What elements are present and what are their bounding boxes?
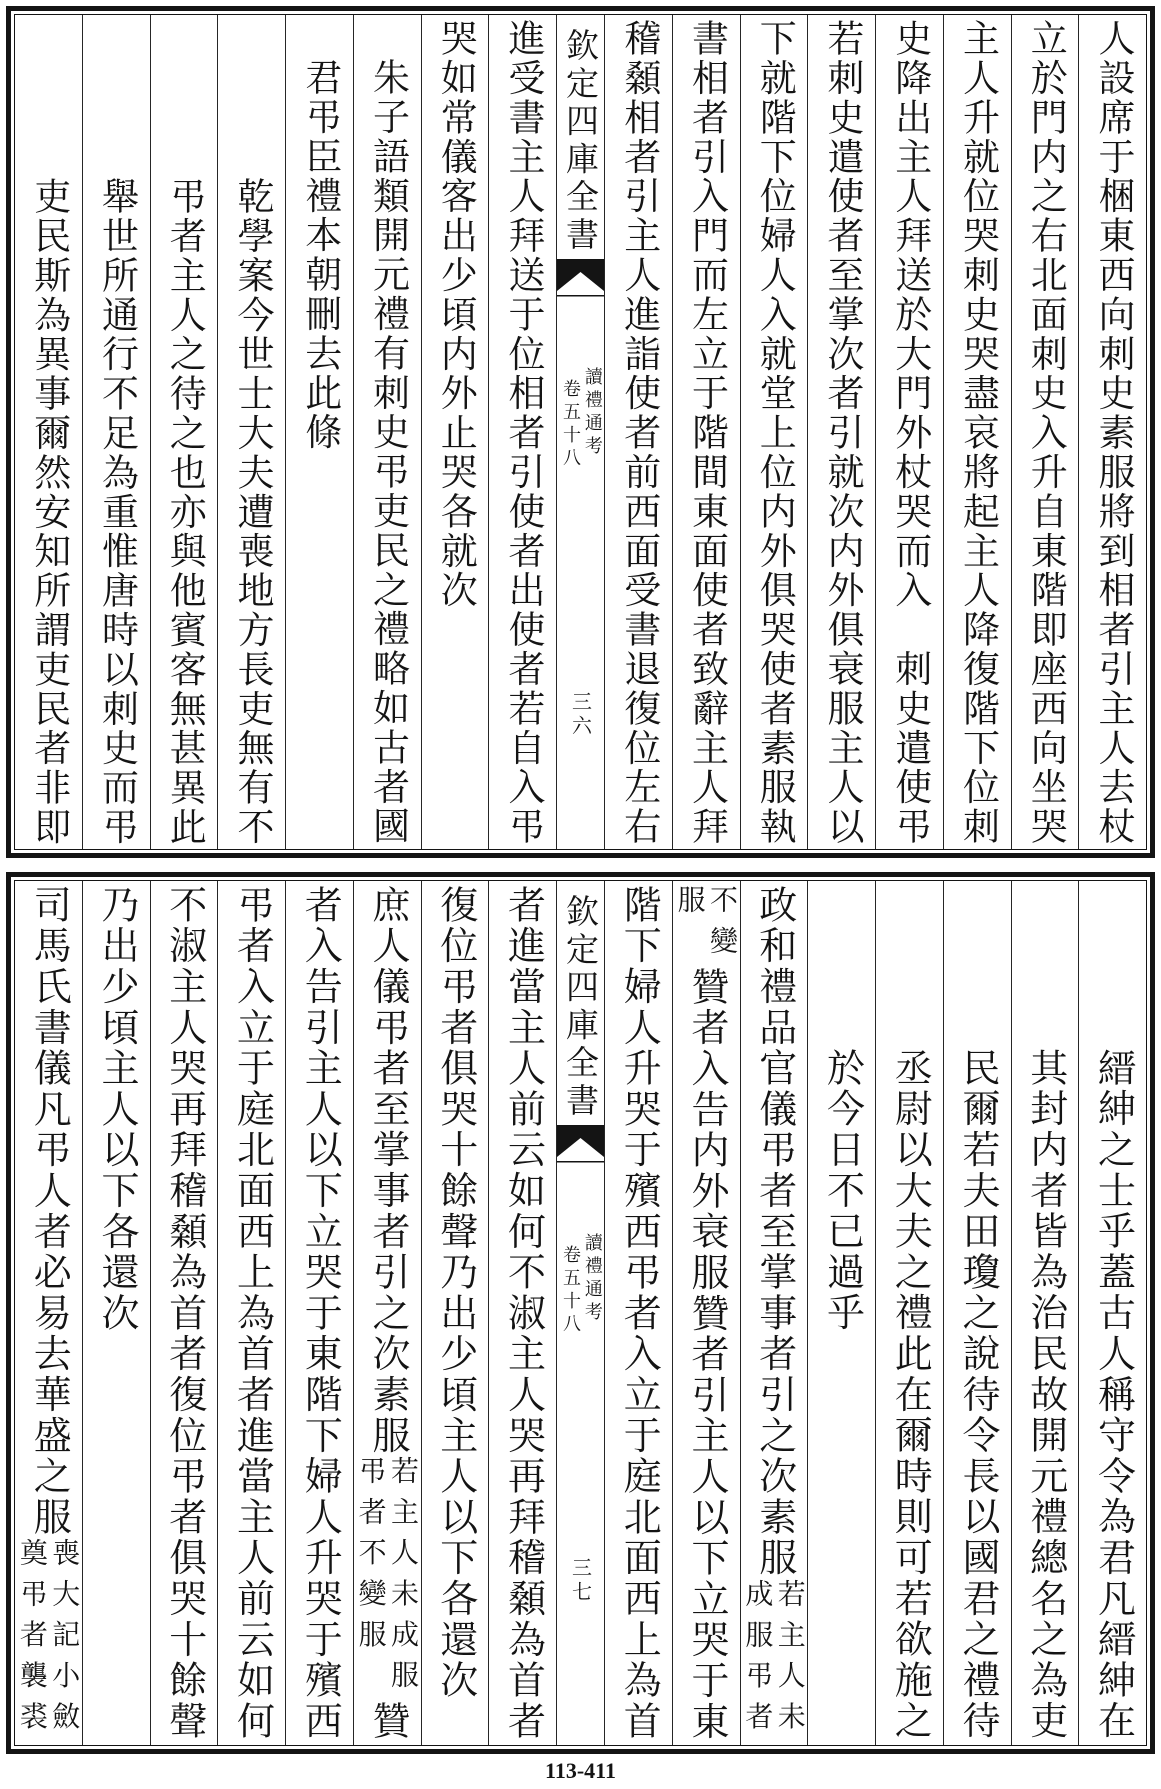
column-text: 階下婦人升哭于殯西弔者入立于庭北面西上為首 bbox=[617, 885, 662, 1742]
note-right-line: 不變 bbox=[706, 885, 740, 967]
column-text: 其封内者皆為治民故開元禮總名之為吏 bbox=[1023, 1048, 1068, 1742]
interlinear-note bbox=[354, 1456, 421, 1702]
column-text: 庶人儀弔者至掌事者引之次素服 bbox=[366, 885, 411, 1457]
text-column bbox=[15, 15, 82, 849]
series-title: 欽定四庫全書 bbox=[561, 894, 600, 1121]
column-text: 朱子語類開元禮有刺史弔吏民之禮略如古者國 bbox=[366, 58, 410, 847]
sheet-bottom bbox=[6, 872, 1155, 1754]
column-text: 立於門内之右北面刺史入升自東階即座西向坐哭 bbox=[1024, 19, 1068, 847]
volume-label: 卷五十八 bbox=[560, 1245, 581, 1337]
column-text: 乃出少頃主人以下各還次 bbox=[95, 885, 140, 1334]
book-title: 讀禮通考 bbox=[581, 367, 603, 459]
text-column bbox=[604, 881, 672, 1745]
note-left-line: 弔者不變服 bbox=[354, 1456, 388, 1661]
column-text: 民爾若夫田瓊之說待令長以國君之禮待 bbox=[956, 1048, 1001, 1742]
column-text: 者入告引主人以下立哭于東階下婦人升哭于殯西 bbox=[298, 885, 343, 1742]
column-text: 若刺史遣使者至掌次者引就次内外俱衰服主人以 bbox=[820, 19, 864, 847]
text-column bbox=[217, 15, 285, 849]
interlinear-note bbox=[673, 885, 740, 967]
column-text: 政和禮品官儀弔者至掌事者引之次素服 bbox=[752, 885, 797, 1579]
text-column bbox=[150, 881, 218, 1745]
column-text: 吏民斯為異事爾然安知所謂吏民者非即 bbox=[27, 176, 71, 847]
text-column bbox=[740, 881, 808, 1745]
column-text: 於今日不已過乎 bbox=[820, 1048, 865, 1334]
volume-label: 卷五十八 bbox=[560, 379, 581, 471]
text-column bbox=[421, 15, 489, 849]
fishtail-mark bbox=[557, 259, 604, 299]
text-column bbox=[740, 15, 808, 849]
sheet-frame bbox=[14, 14, 1147, 850]
text-column bbox=[353, 881, 421, 1745]
text-column bbox=[421, 881, 489, 1745]
column-text: 君弔臣禮本朝刪去此條 bbox=[298, 58, 342, 453]
text-column bbox=[604, 15, 672, 849]
sheet-frame bbox=[14, 880, 1147, 1746]
text-column bbox=[15, 881, 82, 1745]
page-number: 113-411 bbox=[545, 1758, 616, 1783]
text-column bbox=[807, 881, 875, 1745]
column-text: 縉紳之士乎蓋古人稱守令為君凡縉紳在 bbox=[1091, 1048, 1136, 1742]
column-text: 贊 bbox=[366, 1701, 411, 1742]
text-column bbox=[672, 15, 740, 849]
column-text: 主人升就位哭刺史哭盡哀將起主人降復階下位刺 bbox=[956, 19, 1000, 847]
text-column bbox=[1011, 15, 1079, 849]
center-fold-column bbox=[556, 15, 604, 849]
column-text: 司馬氏書儀凡弔人者必易去華盛之服 bbox=[27, 885, 72, 1538]
note-left-line: 服 bbox=[673, 885, 707, 926]
note-right-line: 喪大記小斂 bbox=[48, 1537, 82, 1742]
column-text: 書相者引入門而左立于階間東面使者致辭主人拜 bbox=[685, 19, 729, 847]
note-right-line: 若主人未成服 bbox=[387, 1456, 421, 1702]
text-column bbox=[150, 15, 218, 849]
text-column bbox=[943, 15, 1011, 849]
text-column bbox=[943, 881, 1011, 1745]
column-text: 稽顙相者引主人進詣使者前西面受書退復位左右 bbox=[617, 19, 661, 847]
text-column bbox=[875, 881, 943, 1745]
series-title: 欽定四庫全書 bbox=[561, 28, 600, 255]
interlinear-note bbox=[743, 1579, 805, 1742]
column-text: 下就階下位婦人入就堂上位内外俱哭使者素服執 bbox=[753, 19, 797, 847]
text-column bbox=[1078, 881, 1146, 1745]
column-text: 史降出主人拜送於大門外杖哭而入 刺史遣使弔 bbox=[888, 19, 932, 847]
interlinear-note bbox=[15, 1537, 82, 1742]
column-text: 弔者入立于庭北面西上為首者進當主人前云如何 bbox=[230, 885, 275, 1742]
column-text: 舉世所通行不足為重惟唐時以刺史而弔 bbox=[95, 176, 139, 847]
text-column bbox=[353, 15, 421, 849]
text-column bbox=[82, 15, 150, 849]
note-right-line: 若主人未 bbox=[773, 1578, 807, 1742]
note-left-line: 成服弔者 bbox=[741, 1578, 775, 1742]
column-text: 乾學案今世士大夫遭喪地方長吏無有不 bbox=[230, 176, 274, 847]
column-text: 贊者入告内外衰服贊者引主人以下立哭于東 bbox=[685, 966, 730, 1742]
book-title: 讀禮通考 bbox=[581, 1233, 603, 1325]
leaf-number: 三七 bbox=[568, 1557, 593, 1605]
fishtail-mark bbox=[557, 1125, 604, 1165]
column-text: 弔者主人之待之也亦與他賓客無甚異此 bbox=[163, 176, 207, 847]
text-column bbox=[807, 15, 875, 849]
note-left-line: 奠弔者襲裘 bbox=[15, 1537, 49, 1742]
center-fold-column bbox=[556, 881, 604, 1745]
book-heading bbox=[560, 1233, 601, 1337]
sheet-top bbox=[6, 6, 1155, 858]
text-column bbox=[285, 881, 353, 1745]
column-text: 人設席于梱東西向刺史素服將到相者引主人去杖 bbox=[1091, 19, 1135, 847]
text-column bbox=[82, 881, 150, 1745]
text-column bbox=[672, 881, 740, 1745]
column-text: 不淑主人哭再拜稽顙為首者復位弔者俱哭十餘聲 bbox=[162, 885, 207, 1742]
text-column bbox=[1011, 881, 1079, 1745]
column-text: 進受書主人拜送于位相者引使者出使者若自入弔 bbox=[501, 19, 545, 847]
text-column bbox=[285, 15, 353, 849]
text-column bbox=[488, 15, 556, 849]
book-heading bbox=[560, 367, 601, 471]
column-text: 者進當主人前云如何不淑主人哭再拜稽顙為首者 bbox=[501, 885, 546, 1742]
leaf-number: 三六 bbox=[568, 691, 593, 739]
column-text: 復位弔者俱哭十餘聲乃出少頃主人以下各還次 bbox=[433, 885, 478, 1701]
column-text: 丞尉以大夫之禮此在爾時則可若欲施之 bbox=[888, 1048, 933, 1742]
text-column bbox=[875, 15, 943, 849]
text-column bbox=[488, 881, 556, 1745]
text-column bbox=[1078, 15, 1146, 849]
text-column bbox=[217, 881, 285, 1745]
column-text: 哭如常儀客出少頃内外止哭各就次 bbox=[434, 19, 478, 610]
